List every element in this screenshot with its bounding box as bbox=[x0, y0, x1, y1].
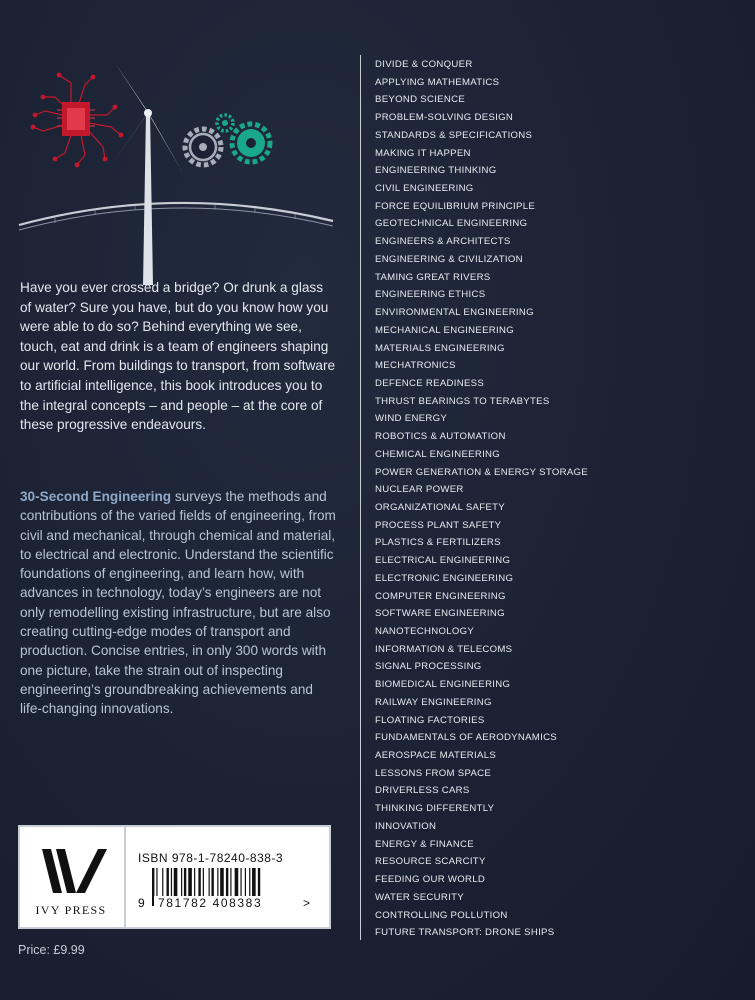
wind-turbine-icon bbox=[110, 63, 183, 285]
toc-item: RESOURCE SCARCITY bbox=[375, 856, 486, 868]
toc-item: POWER GENERATION & ENERGY STORAGE bbox=[375, 466, 589, 478]
toc-item: THINKING DIFFERENTLY bbox=[375, 803, 495, 815]
toc-item: RAILWAY ENGINEERING bbox=[375, 696, 492, 708]
gear-teal-icon bbox=[232, 124, 270, 162]
book-title: 30-Second Engineering bbox=[20, 489, 172, 504]
toc-item: ENVIRONMENTAL ENGINEERING bbox=[375, 307, 534, 319]
toc-item: ELECTRONIC ENGINEERING bbox=[375, 572, 514, 584]
toc-item: MECHATRONICS bbox=[375, 360, 456, 372]
toc-item: COMPUTER ENGINEERING bbox=[375, 590, 506, 602]
toc-item: BEYOND SCIENCE bbox=[375, 94, 466, 106]
toc-item: DIVIDE & CONQUER bbox=[375, 59, 473, 70]
barcode-digits: 781782 408383 bbox=[154, 896, 300, 910]
bridge-arch bbox=[19, 203, 333, 225]
toc-item: ROBOTICS & AUTOMATION bbox=[375, 431, 506, 443]
toc-item: MECHANICAL ENGINEERING bbox=[375, 324, 514, 336]
ivy-press-logo-icon bbox=[32, 847, 108, 895]
toc-item: BIOMEDICAL ENGINEERING bbox=[375, 679, 511, 691]
publisher-name: IVY PRESS bbox=[35, 903, 107, 917]
toc-item: ENGINEERING & CIVILIZATION bbox=[375, 253, 523, 265]
toc-item: INFORMATION & TELECOMS bbox=[375, 643, 513, 655]
toc-item: WIND ENERGY bbox=[375, 413, 448, 425]
table-of-contents bbox=[375, 56, 588, 942]
gear-icon bbox=[185, 129, 221, 165]
toc-item: ENGINEERING THINKING bbox=[375, 165, 497, 177]
barcode-arrow: > bbox=[303, 896, 311, 910]
toc-item: FLOATING FACTORIES bbox=[375, 714, 485, 726]
toc-item: CIVIL ENGINEERING bbox=[375, 183, 474, 195]
toc-item: CHEMICAL ENGINEERING bbox=[375, 448, 501, 460]
toc-item: ENGINEERS & ARCHITECTS bbox=[375, 236, 511, 248]
toc-item: DRIVERLESS CARS bbox=[375, 785, 470, 797]
toc-item: ORGANIZATIONAL SAFETY bbox=[375, 501, 505, 513]
toc-item: ENERGY & FINANCE bbox=[375, 838, 474, 850]
barcode-first-digit: 9 bbox=[138, 896, 145, 910]
toc-item: MATERIALS ENGINEERING bbox=[375, 342, 505, 354]
toc-item: DEFENCE READINESS bbox=[375, 377, 485, 389]
toc-item: INNOVATION bbox=[375, 820, 437, 832]
toc-item: SOFTWARE ENGINEERING bbox=[375, 608, 505, 620]
toc-item: GEOTECHNICAL ENGINEERING bbox=[375, 218, 528, 230]
toc-item: WATER SECURITY bbox=[375, 891, 464, 903]
toc-item: PROCESS PLANT SAFETY bbox=[375, 519, 502, 531]
toc-item: PROBLEM-SOLVING DESIGN bbox=[375, 112, 514, 124]
barcode-panel bbox=[18, 825, 331, 929]
toc-item: FUTURE TRANSPORT: DRONE SHIPS bbox=[375, 927, 555, 939]
toc-item: TAMING GREAT RIVERS bbox=[375, 271, 491, 283]
logo-divider bbox=[124, 827, 126, 927]
toc-item: APPLYING MATHEMATICS bbox=[375, 76, 500, 88]
engineering-illustration bbox=[15, 55, 335, 285]
toc-item: LESSONS FROM SPACE bbox=[375, 767, 492, 779]
toc-item: PLASTICS & FERTILIZERS bbox=[375, 537, 501, 549]
toc-item: FEEDING OUR WORLD bbox=[375, 874, 486, 886]
toc-item: THRUST BEARINGS TO TERABYTES bbox=[375, 395, 550, 407]
toc-item: SIGNAL PROCESSING bbox=[375, 661, 482, 673]
cover-blurb: Have you ever crossed a bridge? Or drunk a glass of water? Sure you have, but do you know how you were able to do so? Behind everything we see, touch, eat and drink is a team of engineers shaping our world. From buildings to transport, from software to artificial intelligence, this book introduces you to the integral concepts – and people – at the core of these progressive endeavours. bbox=[20, 280, 336, 433]
toc-item: FUNDAMENTALS OF AERODYNAMICS bbox=[375, 732, 557, 744]
toc-item: CONTROLLING POLLUTION bbox=[375, 909, 508, 921]
price-label: Price: £9.99 bbox=[18, 943, 85, 957]
toc-item: MAKING IT HAPPEN bbox=[375, 147, 471, 159]
toc-item: ENGINEERING ETHICS bbox=[375, 289, 486, 301]
toc-item: NUCLEAR POWER bbox=[375, 484, 464, 496]
toc-item: AEROSPACE MATERIALS bbox=[375, 750, 497, 762]
book-summary bbox=[20, 487, 338, 719]
column-divider bbox=[360, 55, 361, 940]
toc-item: ELECTRICAL ENGINEERING bbox=[375, 555, 511, 567]
toc-item: STANDARDS & SPECIFICATIONS bbox=[375, 129, 533, 141]
gear-small-icon bbox=[217, 115, 233, 131]
toc-item: FORCE EQUILIBRIUM PRINCIPLE bbox=[375, 200, 536, 212]
book-summary-text: surveys the methods and contributions of the varied fields of engineering, from civil and mechanical, through chemical and material, to electrical and electronic. Understand the scientific foundations of engineering, and learn how, with advances in technology, today’s engineers are not only remodelling existing infrastructure, but are also creating cutting-edge modes of transport and production. Concise entries, in only 300 words with one picture, take the strain out of inspecting engineering’s groundbreaking achievements and life-changing innovations. bbox=[20, 489, 336, 717]
toc-item: NANOTECHNOLOGY bbox=[375, 626, 475, 637]
isbn-number: ISBN 978-1-78240-838-3 bbox=[138, 851, 284, 865]
